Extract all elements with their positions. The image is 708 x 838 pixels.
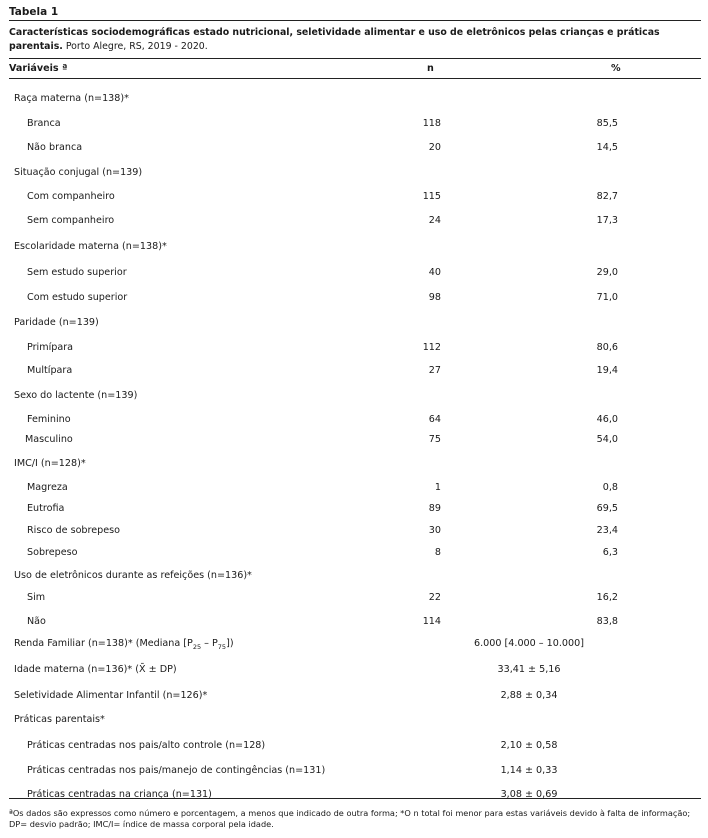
table-row	[9, 547, 701, 561]
label-part: Renda Familiar (n=138)* (Mediana [P	[14, 638, 193, 649]
row-label: Sim	[27, 592, 46, 603]
row-n: 1	[434, 482, 441, 493]
row-value: 33,41 ± 5,16	[497, 664, 561, 675]
row-n: 89	[428, 503, 441, 514]
table-title: Tabela 1	[9, 6, 59, 18]
row-label: Masculino	[25, 434, 73, 445]
row-label: Práticas centradas na criança (n=131)	[27, 789, 212, 800]
table-row	[9, 342, 701, 356]
table-row	[9, 215, 701, 229]
category-row	[9, 570, 701, 584]
header-top-rule	[9, 58, 701, 59]
table-row	[9, 503, 701, 517]
row-n: 20	[428, 142, 441, 153]
row-label: Sem estudo superior	[27, 267, 127, 278]
row-label: Feminino	[27, 414, 71, 425]
summary-row	[9, 690, 701, 704]
table-row	[9, 118, 701, 132]
row-n: 30	[428, 525, 441, 536]
row-n: 114	[422, 616, 441, 627]
row-pct: 82,7	[596, 191, 618, 202]
row-pct: 83,8	[596, 616, 618, 627]
row-label: Com estudo superior	[27, 292, 128, 303]
row-label: Risco de sobrepeso	[27, 525, 121, 536]
row-label: Uso de eletrônicos durante as refeições (n=136)*	[14, 570, 252, 581]
row-label	[14, 638, 234, 651]
row-pct: 14,5	[596, 142, 618, 153]
category-row	[9, 458, 701, 472]
table-row	[9, 434, 701, 448]
row-label: Práticas centradas nos pais/alto controle (n=128)	[27, 740, 266, 751]
table-row	[9, 142, 701, 156]
row-label: Branca	[27, 118, 61, 129]
table-row	[9, 365, 701, 379]
row-label: Raça materna (n=138)*	[14, 93, 129, 104]
row-pct: 23,4	[596, 525, 618, 536]
row-pct: 69,5	[596, 503, 618, 514]
table-row	[9, 267, 701, 281]
row-pct: 6,3	[602, 547, 618, 558]
summary-row	[9, 765, 701, 779]
header-pct: %	[611, 63, 621, 74]
row-label: Escolaridade materna (n=138)*	[14, 241, 167, 252]
summary-row	[9, 740, 701, 754]
table-row	[9, 525, 701, 539]
subscript: 75	[217, 642, 227, 651]
row-n: 112	[422, 342, 441, 353]
table-row	[9, 616, 701, 630]
row-label: Sexo do lactente (n=139)	[14, 390, 138, 401]
row-value: 3,08 ± 0,69	[500, 789, 558, 800]
header-variables: Variáveis ª	[9, 63, 68, 74]
row-label: Eutrofia	[27, 503, 65, 514]
row-pct: 0,8	[602, 482, 618, 493]
row-pct: 17,3	[596, 215, 618, 226]
table-row	[9, 482, 701, 496]
label-part: – P	[201, 638, 218, 649]
label-part: ])	[226, 638, 234, 649]
row-n: 64	[428, 414, 441, 425]
row-label: Primípara	[27, 342, 74, 353]
row-label: Idade materna (n=136)* (X̄ ± DP)	[14, 664, 177, 675]
row-pct: 54,0	[596, 434, 618, 445]
row-label: Não	[27, 616, 46, 627]
summary-row	[9, 638, 701, 652]
row-pct: 16,2	[596, 592, 618, 603]
row-n: 8	[434, 547, 441, 558]
row-pct: 46,0	[596, 414, 618, 425]
row-pct: 80,6	[596, 342, 618, 353]
row-n: 98	[428, 292, 441, 303]
summary-row	[9, 789, 701, 803]
caption-rest: Porto Alegre, RS, 2019 - 2020.	[65, 41, 208, 52]
row-label: IMC/I (n=128)*	[14, 458, 86, 469]
row-label: Práticas parentais*	[14, 714, 105, 725]
table-page	[9, 0, 701, 838]
row-value: 6.000 [4.000 – 10.000]	[474, 638, 584, 649]
table-caption	[9, 26, 701, 54]
table-row	[9, 191, 701, 205]
row-label: Situação conjugal (n=139)	[14, 167, 143, 178]
table-footnote: ªOs dados são expressos como número e porcentagem, a menos que indicado de outra forma; *O n total foi menor para estas variáveis devido à falta de informação; DP= desvio padrão; IMC/I= índice de massa corporal pela idade.	[9, 808, 691, 829]
row-pct: 71,0	[596, 292, 618, 303]
row-value: 2,88 ± 0,34	[500, 690, 558, 701]
subscript: 25	[192, 642, 202, 651]
category-row	[9, 317, 701, 331]
row-n: 27	[428, 365, 441, 376]
row-pct: 19,4	[596, 365, 618, 376]
row-label: Não branca	[27, 142, 83, 153]
row-pct: 29,0	[596, 267, 618, 278]
row-pct: 85,5	[596, 118, 618, 129]
row-n: 115	[422, 191, 441, 202]
row-label: Sem companheiro	[27, 215, 115, 226]
row-n: 118	[422, 118, 441, 129]
category-row	[9, 241, 701, 255]
row-label: Paridade (n=139)	[14, 317, 99, 328]
row-n: 40	[428, 267, 441, 278]
bottom-rule	[9, 798, 701, 799]
header-n: n	[427, 63, 434, 74]
category-row	[9, 390, 701, 404]
row-label: Com companheiro	[27, 191, 115, 202]
row-n: 75	[428, 434, 441, 445]
summary-row	[9, 714, 701, 728]
header-bottom-rule	[9, 78, 701, 79]
top-rule	[9, 20, 701, 21]
row-n: 24	[428, 215, 441, 226]
table-row	[9, 292, 701, 306]
row-label: Multípara	[27, 365, 73, 376]
summary-row	[9, 664, 701, 678]
row-label: Sobrepeso	[27, 547, 78, 558]
row-label: Magreza	[27, 482, 68, 493]
row-n: 22	[428, 592, 441, 603]
category-row	[9, 93, 701, 107]
row-label: Práticas centradas nos pais/manejo de contingências (n=131)	[27, 765, 326, 776]
table-row	[9, 414, 701, 428]
category-row	[9, 167, 701, 181]
caption-bold: Características sociodemográficas estado nutricional, seletividade alimentar e uso de eletrônicos pelas crianças e práticas parentais.	[9, 27, 660, 52]
row-value: 2,10 ± 0,58	[500, 740, 558, 751]
table-row	[9, 592, 701, 606]
row-value: 1,14 ± 0,33	[500, 765, 558, 776]
row-label: Seletividade Alimentar Infantil (n=126)*	[14, 690, 208, 701]
